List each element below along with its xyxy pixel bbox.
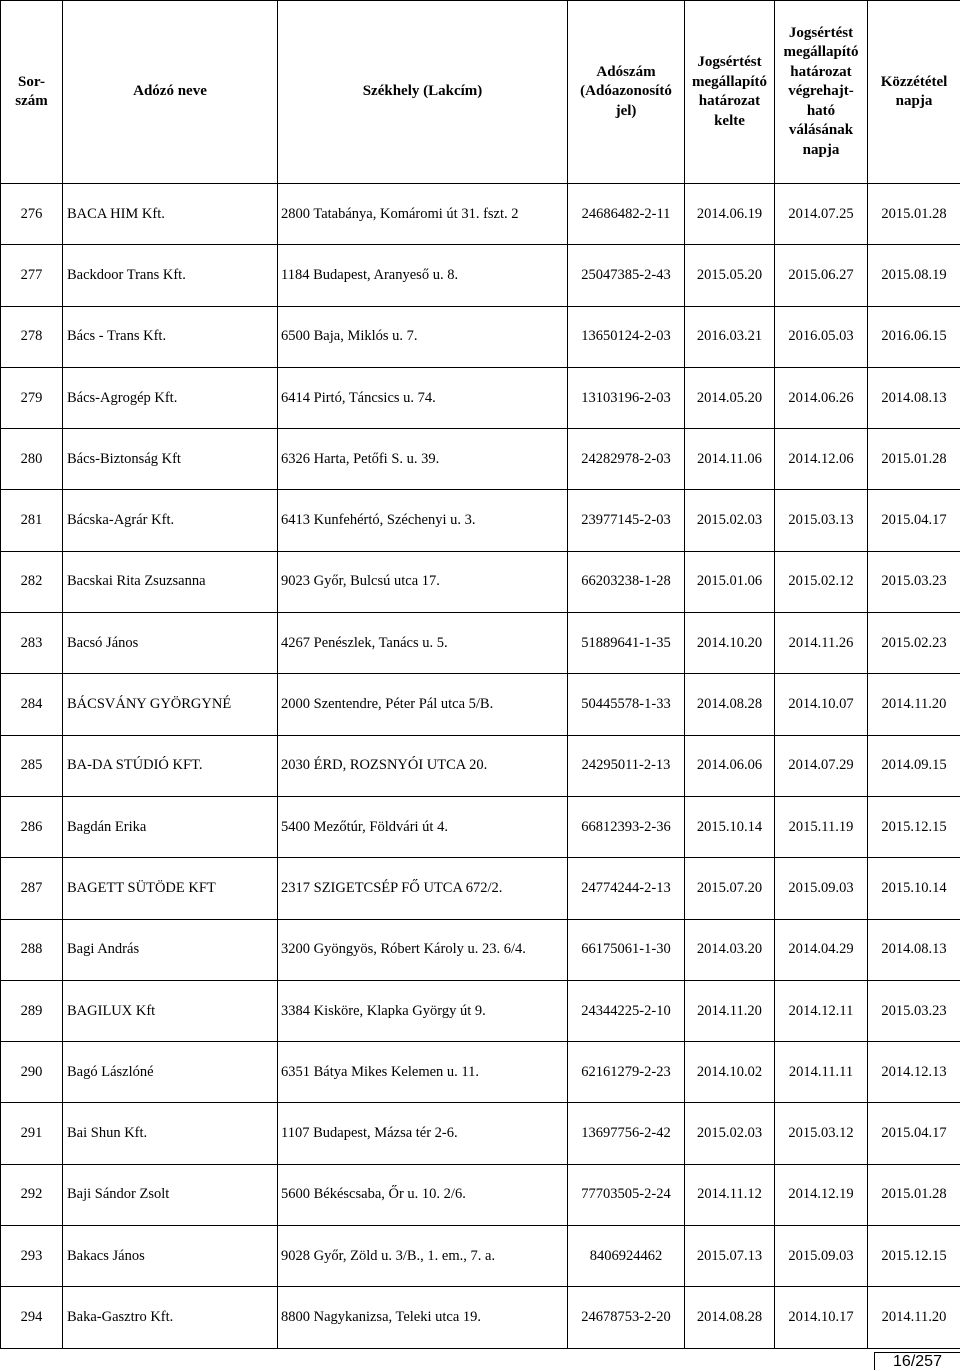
cell-publication-date: 2014.08.13 — [868, 367, 960, 428]
cell-decision-date: 2014.06.19 — [685, 184, 775, 245]
cell-enforceable-date: 2015.03.12 — [775, 1103, 868, 1164]
cell-row-number: 283 — [1, 613, 63, 674]
cell-row-number: 278 — [1, 306, 63, 367]
cell-decision-date: 2014.08.28 — [685, 674, 775, 735]
cell-publication-date: 2015.01.28 — [868, 429, 960, 490]
cell-decision-date: 2014.05.20 — [685, 367, 775, 428]
cell-row-number: 291 — [1, 1103, 63, 1164]
cell-decision-date: 2015.07.20 — [685, 858, 775, 919]
header-enforceable-date: Jogsértést megállapító határozat végrehajt- ható válásának napja — [775, 1, 868, 184]
cell-address: 2317 SZIGETCSÉP FŐ UTCA 672/2. — [278, 858, 568, 919]
cell-enforceable-date: 2014.06.26 — [775, 367, 868, 428]
cell-tax-number: 50445578-1-33 — [568, 674, 685, 735]
header-row-number: Sor- szám — [1, 1, 63, 184]
cell-address: 6351 Bátya Mikes Kelemen u. 11. — [278, 1042, 568, 1103]
table-body — [1, 184, 960, 1349]
cell-publication-date: 2016.06.15 — [868, 306, 960, 367]
cell-enforceable-date: 2016.05.03 — [775, 306, 868, 367]
table-row — [1, 735, 960, 796]
cell-decision-date: 2014.06.06 — [685, 735, 775, 796]
header-tax-number: Adószám (Adóazonosító jel) — [568, 1, 685, 184]
table-row — [1, 1042, 960, 1103]
cell-publication-date: 2015.01.28 — [868, 184, 960, 245]
cell-address: 6326 Harta, Petőfi S. u. 39. — [278, 429, 568, 490]
cell-address: 6413 Kunfehértó, Széchenyi u. 3. — [278, 490, 568, 551]
cell-address: 2000 Szentendre, Péter Pál utca 5/B. — [278, 674, 568, 735]
cell-decision-date: 2014.03.20 — [685, 919, 775, 980]
cell-taxpayer-name: Backdoor Trans Kft. — [63, 245, 278, 306]
cell-tax-number: 77703505-2-24 — [568, 1164, 685, 1225]
page-number: 16/257 — [874, 1352, 960, 1370]
cell-row-number: 285 — [1, 735, 63, 796]
cell-publication-date: 2015.03.23 — [868, 551, 960, 612]
cell-taxpayer-name: BACA HIM Kft. — [63, 184, 278, 245]
cell-enforceable-date: 2015.09.03 — [775, 1226, 868, 1287]
table-row — [1, 1226, 960, 1287]
cell-row-number: 281 — [1, 490, 63, 551]
cell-tax-number: 23977145-2-03 — [568, 490, 685, 551]
table-row — [1, 490, 960, 551]
table-row — [1, 245, 960, 306]
cell-taxpayer-name: BA-DA STÚDIÓ KFT. — [63, 735, 278, 796]
cell-publication-date: 2014.09.15 — [868, 735, 960, 796]
cell-decision-date: 2014.10.20 — [685, 613, 775, 674]
cell-tax-number: 13103196-2-03 — [568, 367, 685, 428]
cell-enforceable-date: 2015.09.03 — [775, 858, 868, 919]
cell-enforceable-date: 2014.11.26 — [775, 613, 868, 674]
cell-taxpayer-name: Baji Sándor Zsolt — [63, 1164, 278, 1225]
cell-taxpayer-name: Bagó Lászlóné — [63, 1042, 278, 1103]
cell-decision-date: 2015.07.13 — [685, 1226, 775, 1287]
cell-address: 3384 Kisköre, Klapka György út 9. — [278, 980, 568, 1041]
cell-decision-date: 2015.02.03 — [685, 490, 775, 551]
cell-tax-number: 66203238-1-28 — [568, 551, 685, 612]
table-row — [1, 796, 960, 857]
cell-publication-date: 2015.03.23 — [868, 980, 960, 1041]
cell-address: 5400 Mezőtúr, Földvári út 4. — [278, 796, 568, 857]
cell-row-number: 294 — [1, 1287, 63, 1348]
cell-taxpayer-name: Bácska-Agrár Kft. — [63, 490, 278, 551]
cell-publication-date: 2014.11.20 — [868, 1287, 960, 1348]
cell-publication-date: 2014.11.20 — [868, 674, 960, 735]
cell-tax-number: 24282978-2-03 — [568, 429, 685, 490]
cell-row-number: 286 — [1, 796, 63, 857]
cell-taxpayer-name: BAGILUX Kft — [63, 980, 278, 1041]
cell-enforceable-date: 2014.10.17 — [775, 1287, 868, 1348]
cell-enforceable-date: 2014.12.11 — [775, 980, 868, 1041]
table-row — [1, 184, 960, 245]
table-row — [1, 613, 960, 674]
cell-decision-date: 2014.10.02 — [685, 1042, 775, 1103]
table-row — [1, 980, 960, 1041]
cell-enforceable-date: 2014.07.25 — [775, 184, 868, 245]
cell-publication-date: 2015.02.23 — [868, 613, 960, 674]
cell-row-number: 284 — [1, 674, 63, 735]
cell-row-number: 288 — [1, 919, 63, 980]
table-row — [1, 429, 960, 490]
table-row — [1, 1164, 960, 1225]
cell-decision-date: 2015.01.06 — [685, 551, 775, 612]
cell-tax-number: 51889641-1-35 — [568, 613, 685, 674]
cell-tax-number: 13697756-2-42 — [568, 1103, 685, 1164]
cell-address: 8800 Nagykanizsa, Teleki utca 19. — [278, 1287, 568, 1348]
cell-decision-date: 2015.05.20 — [685, 245, 775, 306]
cell-taxpayer-name: Bacsó János — [63, 613, 278, 674]
header-taxpayer-name: Adózó neve — [63, 1, 278, 184]
cell-decision-date: 2014.11.12 — [685, 1164, 775, 1225]
cell-address: 9023 Győr, Bulcsú utca 17. — [278, 551, 568, 612]
cell-taxpayer-name: Bagi András — [63, 919, 278, 980]
cell-tax-number: 66812393-2-36 — [568, 796, 685, 857]
cell-taxpayer-name: Bakacs János — [63, 1226, 278, 1287]
cell-row-number: 290 — [1, 1042, 63, 1103]
header-publication-date: Közzététel napja — [868, 1, 960, 184]
cell-address: 9028 Győr, Zöld u. 3/B., 1. em., 7. a. — [278, 1226, 568, 1287]
cell-row-number: 282 — [1, 551, 63, 612]
cell-enforceable-date: 2015.03.13 — [775, 490, 868, 551]
cell-decision-date: 2014.08.28 — [685, 1287, 775, 1348]
cell-enforceable-date: 2015.11.19 — [775, 796, 868, 857]
table-row — [1, 367, 960, 428]
cell-taxpayer-name: Bai Shun Kft. — [63, 1103, 278, 1164]
cell-enforceable-date: 2015.02.12 — [775, 551, 868, 612]
cell-publication-date: 2015.12.15 — [868, 1226, 960, 1287]
cell-tax-number: 62161279-2-23 — [568, 1042, 685, 1103]
cell-row-number: 276 — [1, 184, 63, 245]
cell-taxpayer-name: BÁCSVÁNY GYÖRGYNÉ — [63, 674, 278, 735]
cell-tax-number: 8406924462 — [568, 1226, 685, 1287]
cell-taxpayer-name: Baka-Gasztro Kft. — [63, 1287, 278, 1348]
table-row — [1, 919, 960, 980]
cell-enforceable-date: 2014.04.29 — [775, 919, 868, 980]
cell-taxpayer-name: Bács - Trans Kft. — [63, 306, 278, 367]
cell-enforceable-date: 2014.10.07 — [775, 674, 868, 735]
cell-tax-number: 24678753-2-20 — [568, 1287, 685, 1348]
table-row — [1, 1103, 960, 1164]
header-address: Székhely (Lakcím) — [278, 1, 568, 184]
table-row — [1, 306, 960, 367]
cell-publication-date: 2015.01.28 — [868, 1164, 960, 1225]
table-row — [1, 858, 960, 919]
cell-row-number: 277 — [1, 245, 63, 306]
cell-address: 1107 Budapest, Mázsa tér 2-6. — [278, 1103, 568, 1164]
cell-row-number: 293 — [1, 1226, 63, 1287]
cell-enforceable-date: 2014.12.06 — [775, 429, 868, 490]
cell-taxpayer-name: Bagdán Erika — [63, 796, 278, 857]
cell-address: 6414 Pirtó, Táncsics u. 74. — [278, 367, 568, 428]
cell-row-number: 280 — [1, 429, 63, 490]
cell-publication-date: 2015.04.17 — [868, 1103, 960, 1164]
cell-tax-number: 24686482-2-11 — [568, 184, 685, 245]
cell-tax-number: 24774244-2-13 — [568, 858, 685, 919]
cell-taxpayer-name: Bács-Biztonság Kft — [63, 429, 278, 490]
cell-decision-date: 2014.11.06 — [685, 429, 775, 490]
cell-taxpayer-name: BAGETT SÜTÖDE KFT — [63, 858, 278, 919]
cell-publication-date: 2015.10.14 — [868, 858, 960, 919]
cell-decision-date: 2015.10.14 — [685, 796, 775, 857]
cell-enforceable-date: 2014.11.11 — [775, 1042, 868, 1103]
cell-enforceable-date: 2014.12.19 — [775, 1164, 868, 1225]
cell-publication-date: 2014.12.13 — [868, 1042, 960, 1103]
cell-enforceable-date: 2014.07.29 — [775, 735, 868, 796]
cell-tax-number: 24295011-2-13 — [568, 735, 685, 796]
cell-publication-date: 2014.08.13 — [868, 919, 960, 980]
cell-address: 1184 Budapest, Aranyeső u. 8. — [278, 245, 568, 306]
cell-tax-number: 24344225-2-10 — [568, 980, 685, 1041]
cell-address: 2800 Tatabánya, Komáromi út 31. fszt. 2 — [278, 184, 568, 245]
cell-row-number: 289 — [1, 980, 63, 1041]
cell-tax-number: 13650124-2-03 — [568, 306, 685, 367]
table-row — [1, 551, 960, 612]
table-row — [1, 674, 960, 735]
cell-publication-date: 2015.04.17 — [868, 490, 960, 551]
cell-row-number: 287 — [1, 858, 63, 919]
cell-address: 5600 Békéscsaba, Őr u. 10. 2/6. — [278, 1164, 568, 1225]
cell-enforceable-date: 2015.06.27 — [775, 245, 868, 306]
cell-address: 3200 Gyöngyös, Róbert Károly u. 23. 6/4. — [278, 919, 568, 980]
cell-row-number: 279 — [1, 367, 63, 428]
cell-taxpayer-name: Bacskai Rita Zsuzsanna — [63, 551, 278, 612]
cell-tax-number: 66175061-1-30 — [568, 919, 685, 980]
cell-address: 6500 Baja, Miklós u. 7. — [278, 306, 568, 367]
cell-decision-date: 2016.03.21 — [685, 306, 775, 367]
cell-tax-number: 25047385-2-43 — [568, 245, 685, 306]
header-decision-date: Jogsértést megállapító határozat kelte — [685, 1, 775, 184]
table-header — [1, 1, 960, 184]
cell-row-number: 292 — [1, 1164, 63, 1225]
cell-publication-date: 2015.12.15 — [868, 796, 960, 857]
cell-decision-date: 2015.02.03 — [685, 1103, 775, 1164]
cell-address: 4267 Penészlek, Tanács u. 5. — [278, 613, 568, 674]
cell-taxpayer-name: Bács-Agrogép Kft. — [63, 367, 278, 428]
cell-decision-date: 2014.11.20 — [685, 980, 775, 1041]
cell-address: 2030 ÉRD, ROZSNYÓI UTCA 20. — [278, 735, 568, 796]
table-row — [1, 1287, 960, 1348]
cell-publication-date: 2015.08.19 — [868, 245, 960, 306]
